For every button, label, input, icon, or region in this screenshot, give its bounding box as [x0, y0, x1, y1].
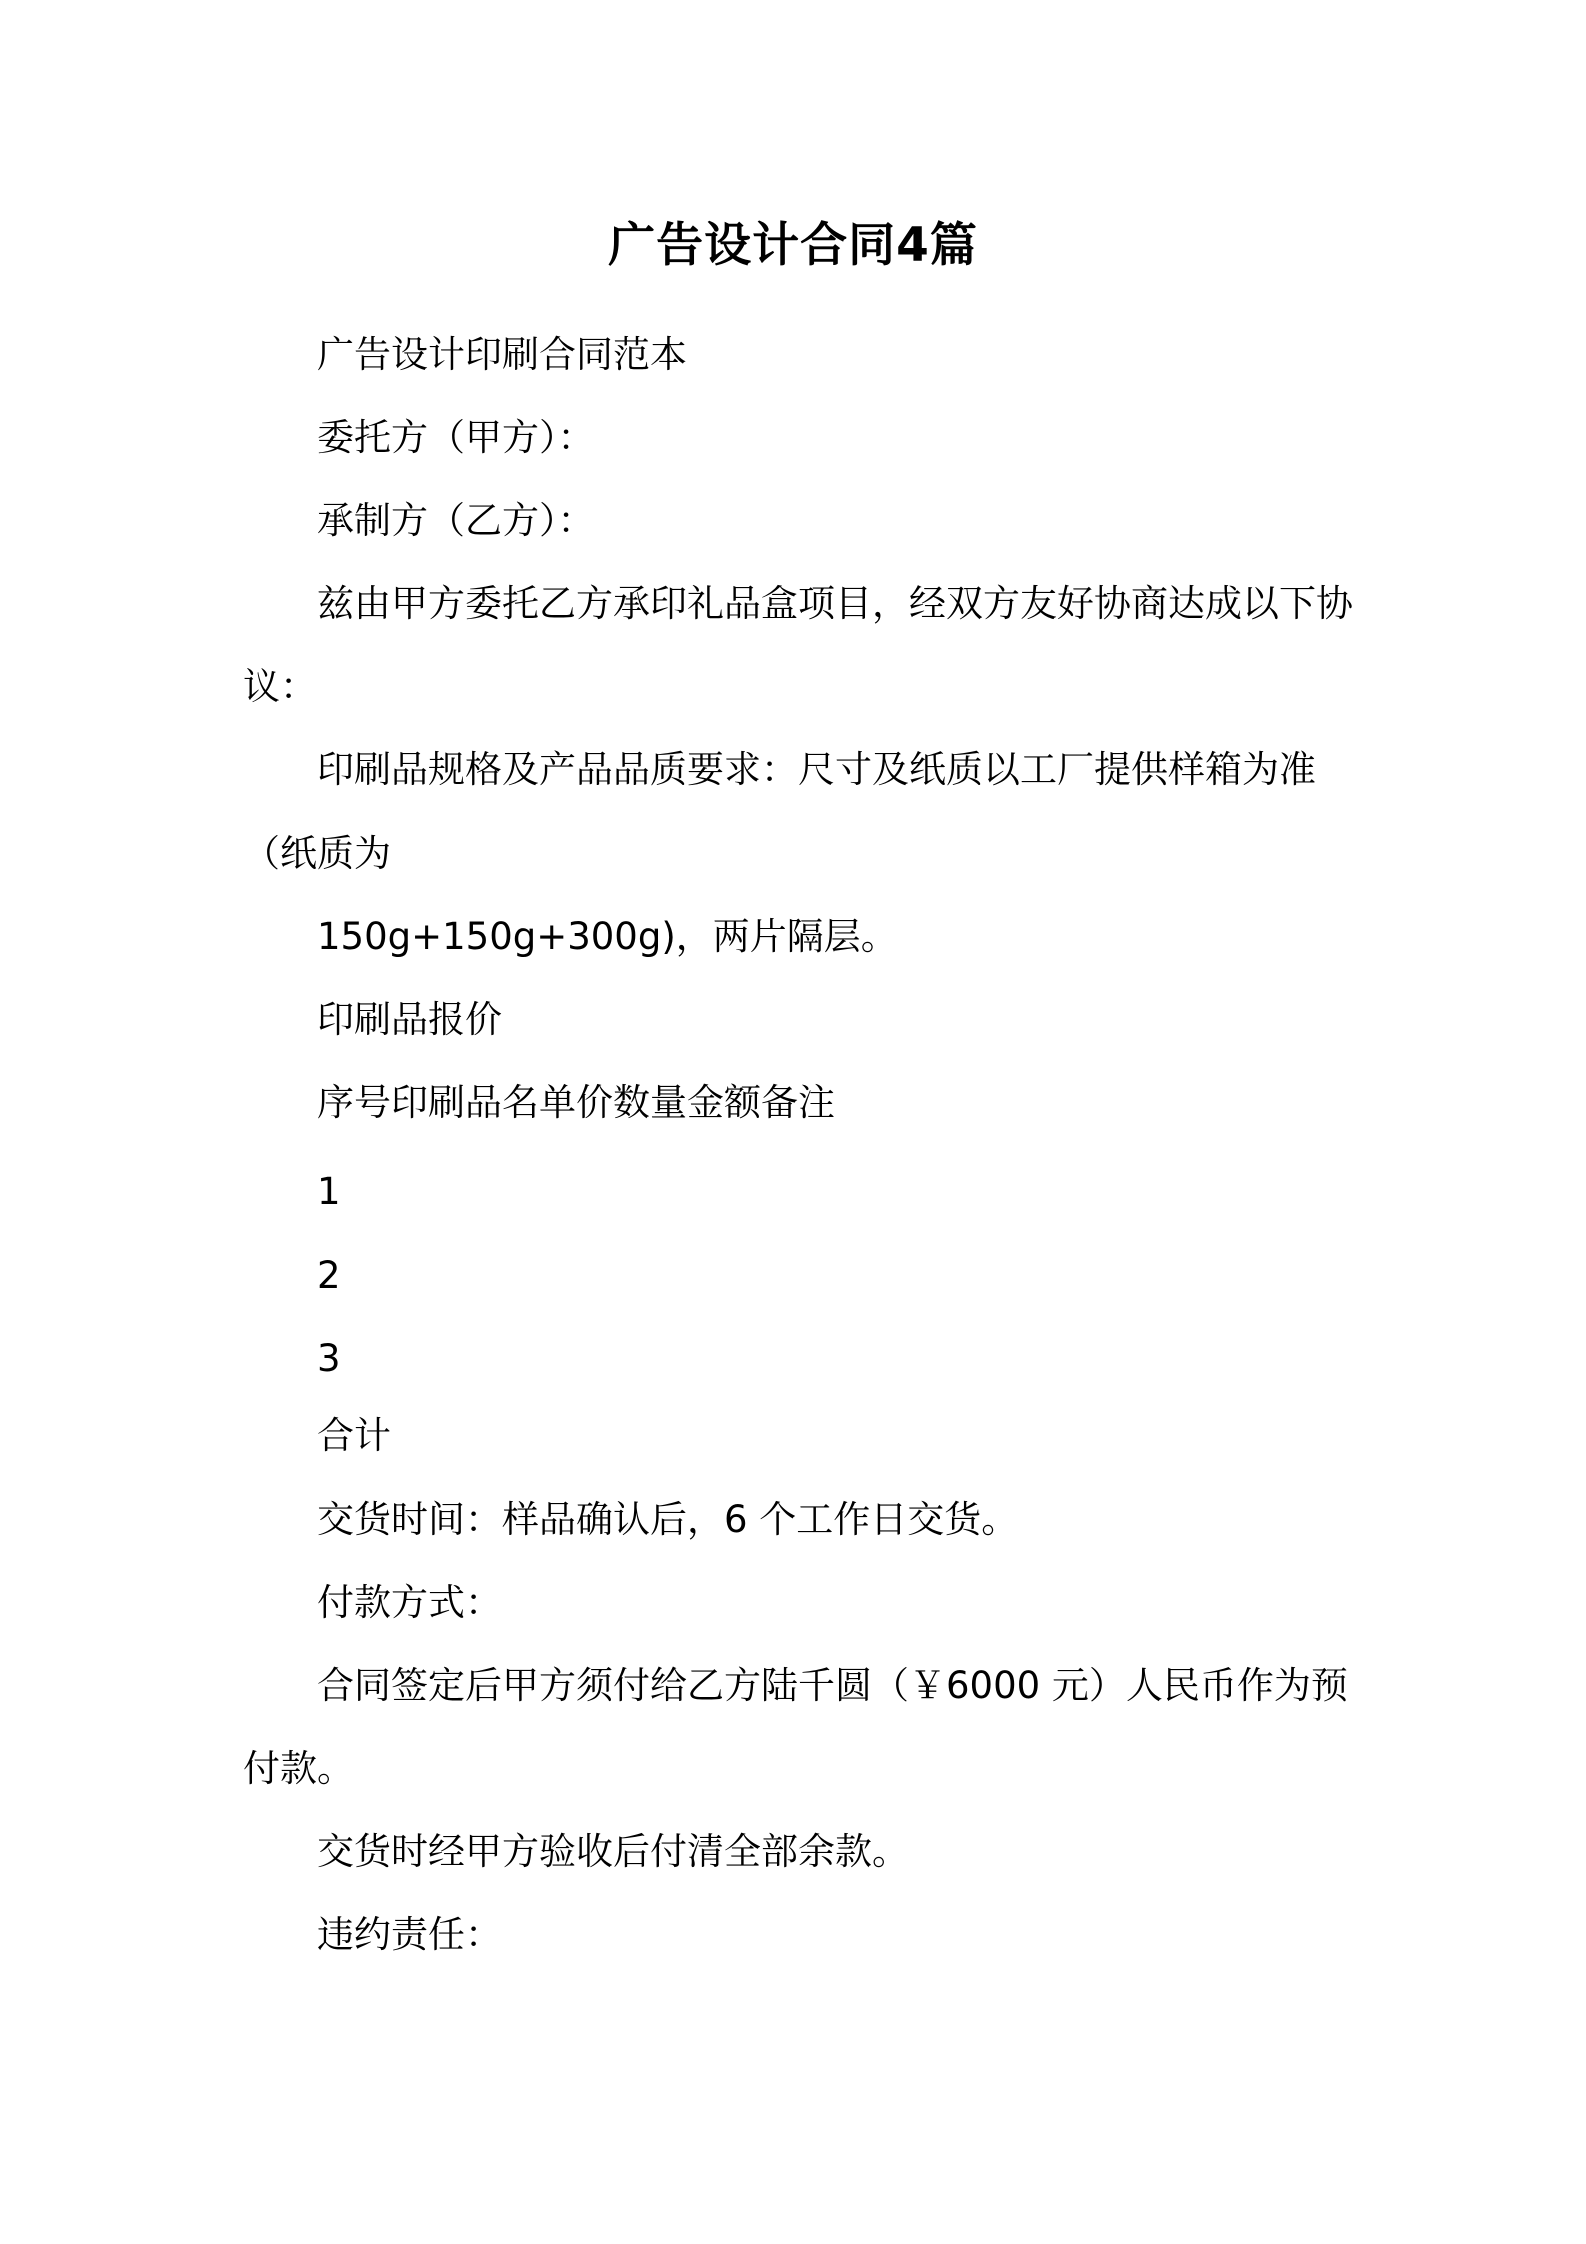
contractor-party-line: 承制方（乙方）： [317, 499, 595, 542]
quote-total-row: 合计 [317, 1414, 391, 1457]
payment-method-heading: 付款方式： [317, 1581, 502, 1624]
paper-weight-line: 150g+150g+300g)，两片隔层。 [317, 915, 898, 958]
spec-requirements-line: 印刷品规格及产品品质要求：尺寸及纸质以工厂提供样箱为准 [317, 748, 1316, 791]
quote-row-1: 1 [317, 1170, 341, 1213]
delivery-time-line: 交货时间：样品确认后，6 个工作日交货。 [317, 1498, 1019, 1541]
quote-row-2: 2 [317, 1254, 341, 1297]
prepayment-line: 合同签定后甲方须付给乙方陆千圆（￥6000 元）人民币作为预 [317, 1664, 1348, 1707]
agreement-intro-continued: 议： [243, 665, 317, 708]
section-heading: 广告设计印刷合同范本 [317, 333, 687, 376]
document-title: 广告设计合同4篇 [608, 218, 978, 273]
prepayment-continued: 付款。 [243, 1747, 354, 1790]
quote-heading: 印刷品报价 [317, 998, 502, 1041]
client-party-line: 委托方（甲方）： [317, 416, 595, 459]
quote-table-header: 序号印刷品名单价数量金额备注 [317, 1081, 835, 1124]
balance-payment-line: 交货时经甲方验收后付清全部余款。 [317, 1830, 909, 1873]
liability-heading: 违约责任： [317, 1913, 502, 1956]
agreement-intro-line: 兹由甲方委托乙方承印礼品盒项目，经双方友好协商达成以下协 [317, 582, 1353, 625]
spec-requirements-continued: （纸质为 [243, 832, 391, 875]
quote-row-3: 3 [317, 1337, 341, 1380]
